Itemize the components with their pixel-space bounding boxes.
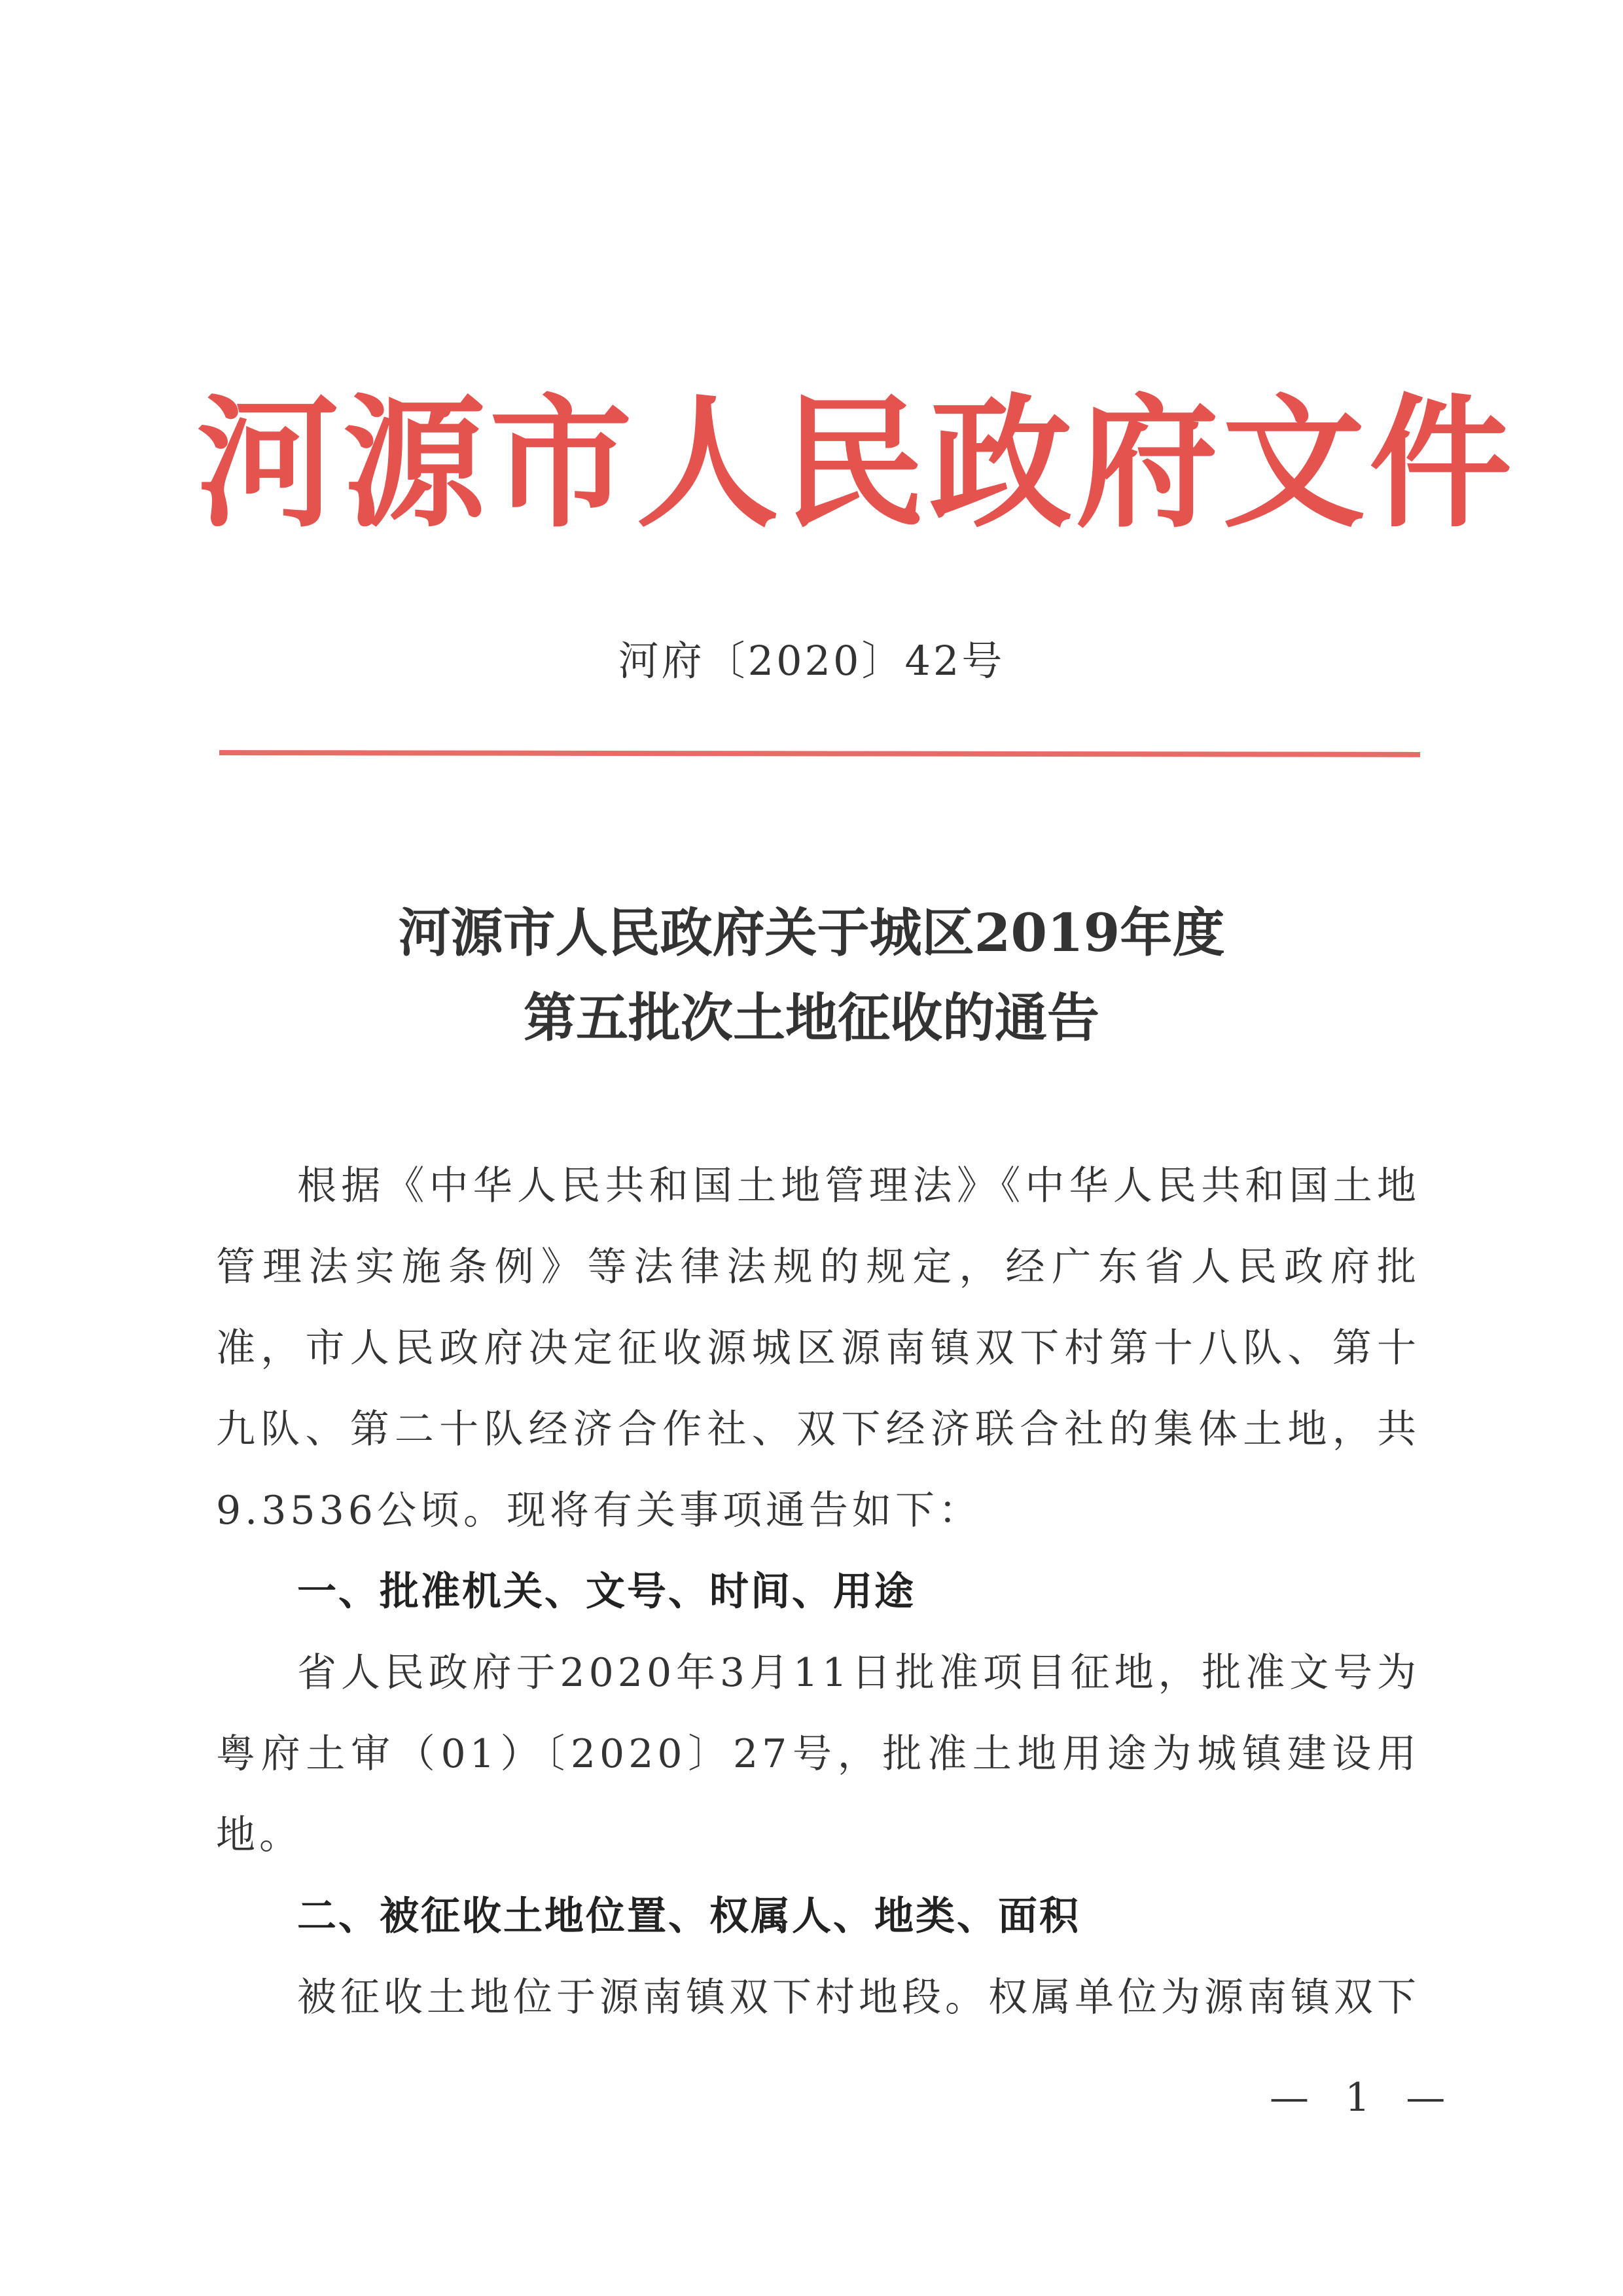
section-paragraph-2: 被征收土地位于源南镇双下村地段。权属单位为源南镇双下 [297, 1975, 1420, 2020]
page-number: — 1 — [1270, 2075, 1457, 2121]
red-separator-rule [219, 750, 1420, 757]
section-heading-1: 一、批准机关、文号、时间、用途 [297, 1569, 916, 1615]
notice-body [216, 1145, 1420, 2038]
notice-title-line-1: 河源市人民政府关于城区2019年度 [398, 902, 1225, 963]
section-heading-2: 二、被征收土地位置、权属人、地类、面积 [297, 1893, 1080, 1939]
intro-paragraph: 根据《中华人民共和国土地管理法》《中华人民共和国土地管理法实施条例》等法律法规的规定，经广东省人民政府批准，市人民政府决定征收源城区源南镇双下村第十八队、第十九队、第二十队经济合作社、双下经济联合社的集体土地，共9.3536公顷。现将有关事项通告如下： [216, 1163, 1420, 1534]
section-paragraph-1: 省人民政府于2020年3月11日批准项目征地，批准文号为粤府土审（01）〔2020〕27号，批准土地用途为城镇建设用地。 [216, 1650, 1420, 1858]
notice-title-line-2: 第五批次土地征收的通告 [524, 987, 1099, 1049]
document-number: 河府〔2020〕42号 [618, 637, 1005, 685]
masthead-title: 河源市人民政府文件 [196, 382, 1516, 547]
